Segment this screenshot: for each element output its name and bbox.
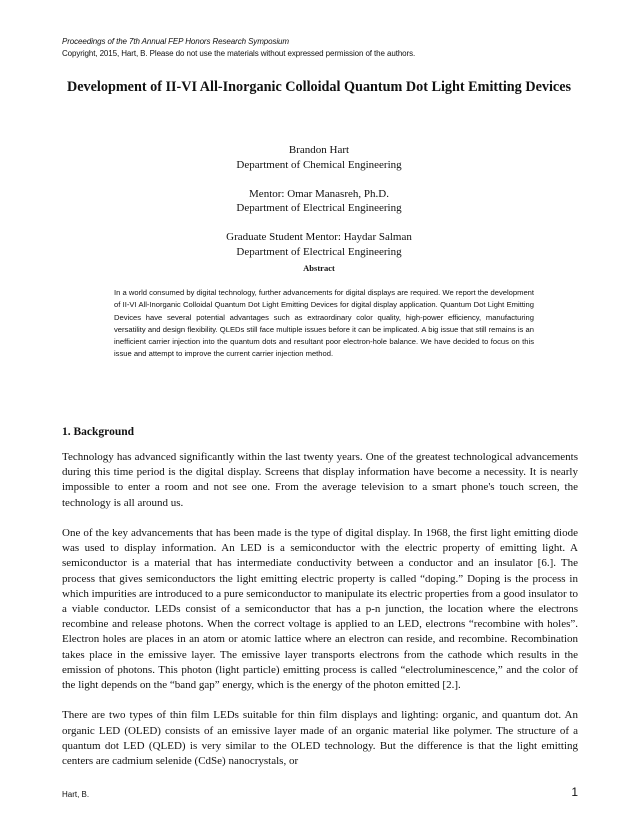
footer-author: Hart, B.	[62, 790, 90, 799]
author-department: Department of Chemical Engineering	[236, 158, 402, 171]
grad-mentor-name: Graduate Student Mentor: Haydar Salman	[226, 231, 412, 243]
paper-title: Development of II-VI All-Inorganic Colloidal Quantum Dot Light Emitting Devices	[66, 79, 572, 95]
mentor-department: Department of Electrical Engineering	[236, 202, 402, 214]
copyright-line: Copyright, 2015, Hart, B. Please do not use the materials without expressed permission of the authors.	[62, 49, 416, 58]
author-name: Brandon Hart	[288, 144, 350, 156]
section-body	[62, 450, 578, 784]
page-number: 1	[571, 785, 578, 799]
body-paragraph: Technology has advanced significantly within the last twenty years. One of the greatest technological advancements during this time period is the digital display. Screens that display information have become a necessity. It is nearly impossible to enter a room and not see one. From the average television to a smart phone's touch screen, the technology is all around us.	[62, 451, 578, 509]
grad-mentor-department: Department of Electrical Engineering	[236, 245, 402, 258]
mentor-name: Mentor: Omar Manasreh, Ph.D.	[249, 187, 389, 200]
abstract-text: In a world consumed by digital technology, further advancements for digital displays are required. We report the development of II-VI All-Inorganic Colloidal Quantum Dot Light Emitting Devices for digital display application. Quantum Dot Light Emitting Devices have several potential advantages such as extraordinary color quality, high-power efficiency, manufacturing versatility and design flexibility. QLEDs still face multiple issues before it can be implicated. A big issue that still remains is an inefficient carrier injection into the quantum dots and resultant poor electron-hole balance. We have decided to focus on this issue and attempt to improve the current carrier injection method.	[114, 288, 534, 359]
abstract-heading: Abstract	[303, 263, 335, 273]
page-header	[62, 36, 582, 60]
mentor-info	[62, 187, 576, 216]
author-info	[62, 143, 576, 172]
grad-mentor-info	[62, 230, 576, 259]
conference-line: Proceedings of the 7th Annual FEP Honors Research Symposium	[62, 37, 289, 46]
body-paragraph: One of the key advancements that has been made is the type of digital display. In 1968, the first light emitting diode was used to display information. An LED is a semiconductor with the electric property of emitting light. A semiconductor is a material that has intermediate conductivity between a conductor and an insulator [6.]. The process that gives semiconductors the light emitting electric property is called “doping.” Doping is the process in which impurities are introduced to a pure semiconductor to manipulate its electric properties from a good insulator to a viable conductor. LEDs consist of a semiconductor that has a p-n junction, the location where the electrons recombine and release photons. When the correct voltage is applied to an LED, electrons “recombine with holes”. Electron holes are places in an atom or atomic lattice where an electron can reside, and recombine. Recombination takes place in the emissive layer. The emissive layer transports electrons from the cathode which results in the emission of photons. This photon (light particle) emitting process is called “electroluminescence,” and the color of the light depends on the “band gap” energy, which is the energy of the photon emitted [2.].	[62, 527, 578, 692]
section-heading: 1. Background	[62, 426, 135, 438]
body-paragraph: There are two types of thin film LEDs suitable for thin film displays and lighting: organic, and quantum dot. An organic LED (OLED) consists of an emissive layer made of an organic material like polymer. The structure of a quantum dot LED (QLED) is very similar to the OLED technology. But the difference is that the light emitting centers are cadmium selenide (CdSe) nanocrystals, or	[62, 709, 578, 768]
author-block	[62, 143, 576, 274]
